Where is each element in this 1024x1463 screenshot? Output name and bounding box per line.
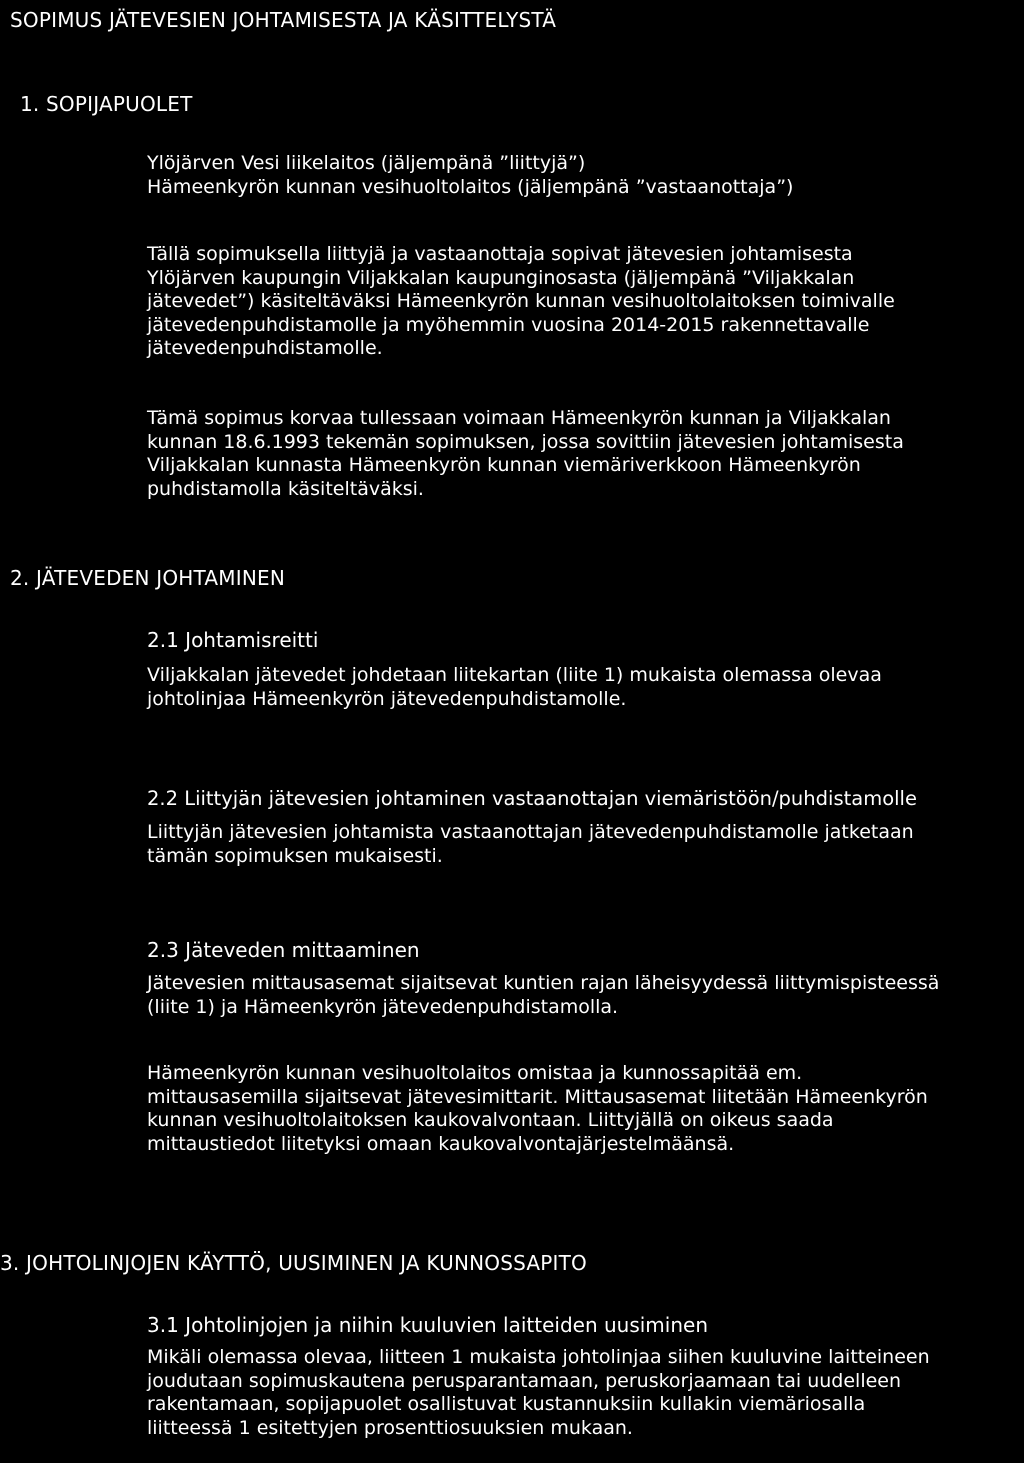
section-3-heading: 3. JOHTOLINJOJEN KÄYTTÖ, UUSIMINEN JA KUNNOSSAPITO [0,1251,587,1275]
subsection-2-3-paragraph-2 [147,1062,928,1156]
paragraph-line: Jätevesien mittausasemat sijaitsevat kuntien rajan läheisyydessä liittymispisteessä [147,972,940,994]
paragraph-line: Ylöjärven kaupungin Viljakkalan kaupunginosasta (jäljempänä ”Viljakkalan [147,266,855,289]
subsection-3-1-paragraph [147,1346,930,1440]
section-1-paragraph-1 [147,152,793,199]
section-1-paragraph-2 [147,243,895,361]
document-title: SOPIMUS JÄTEVESIEN JOHTAMISESTA JA KÄSITTELYSTÄ [10,8,557,32]
paragraph-line: Hämeenkyrön kunnan vesihuoltolaitos (jäljempänä ”vastaanottaja”) [147,175,794,198]
section-1-heading: 1. SOPIJAPUOLET [20,92,193,116]
subsection-2-3-paragraph-1 [147,972,939,1019]
paragraph-line: (liite 1) ja Hämeenkyrön jätevedenpuhdistamolla. [147,995,619,1018]
section-1-paragraph-3 [147,407,904,501]
paragraph-line: rakentamaan, sopijapuolet osallistuvat kustannuksiin kullakin viemäriosalla [147,1393,866,1415]
paragraph-line: liitteessä 1 esitettyjen prosenttiosuuksien mukaan. [147,1416,633,1439]
paragraph-line: jätevedenpuhdistamolle ja myöhemmin vuosina 2014-2015 rakennettavalle [147,313,870,336]
subsection-2-2-paragraph [147,821,914,868]
paragraph-line: joudutaan sopimuskautena perusparantamaan, peruskorjaamaan tai uudelleen [147,1369,902,1392]
paragraph-line: jätevedenpuhdistamolle. [147,337,383,359]
subsection-2-1-heading: 2.1 Johtamisreitti [147,628,319,652]
paragraph-line: tämän sopimuksen mukaisesti. [147,844,443,867]
subsection-2-1-paragraph [147,664,882,711]
paragraph-line: puhdistamolla käsiteltäväksi. [147,477,424,500]
paragraph-line: jätevedet”) käsiteltäväksi Hämeenkyrön kunnan vesihuoltolaitoksen toimivalle [147,290,895,312]
paragraph-line: Viljakkalan jätevedet johdetaan liitekartan (liite 1) mukaista olemassa olevaa [147,664,882,686]
paragraph-line: Hämeenkyrön kunnan vesihuoltolaitos omistaa ja kunnossapitää em. [147,1062,803,1084]
paragraph-line: Ylöjärven Vesi liikelaitos (jäljempänä ”liittyjä”) [147,152,586,174]
paragraph-line: Viljakkalan kunnasta Hämeenkyrön kunnan viemäriverkkoon Hämeenkyrön [147,454,861,476]
paragraph-line: mittaustiedot liitetyksi omaan kaukovalvontajärjestelmäänsä. [147,1132,735,1155]
paragraph-line: Mikäli olemassa olevaa, liitteen 1 mukaista johtolinjaa siihen kuuluvine laitteineen [147,1346,930,1368]
subsection-2-3-heading: 2.3 Jäteveden mittaaminen [147,938,420,962]
paragraph-line: Tällä sopimuksella liittyjä ja vastaanottaja sopivat jätevesien johtamisesta [147,243,853,265]
paragraph-line: johtolinjaa Hämeenkyrön jätevedenpuhdistamolle. [147,687,627,710]
section-2-heading: 2. JÄTEVEDEN JOHTAMINEN [10,566,285,590]
subsection-2-2-heading: 2.2 Liittyjän jätevesien johtaminen vastaanottajan viemäristöön/puhdistamolle [147,787,917,810]
paragraph-line: mittausasemilla sijaitsevat jätevesimittarit. Mittausasemat liitetään Hämeenkyrön [147,1085,928,1108]
paragraph-line: Liittyjän jätevesien johtamista vastaanottajan jätevedenpuhdistamolle jatketaan [147,821,914,843]
paragraph-line: kunnan vesihuoltolaitoksen kaukovalvontaan. Liittyjällä on oikeus saada [147,1109,834,1131]
subsection-3-1-heading: 3.1 Johtolinjojen ja niihin kuuluvien laitteiden uusiminen [147,1313,709,1337]
paragraph-line: Tämä sopimus korvaa tullessaan voimaan Hämeenkyrön kunnan ja Viljakkalan [147,407,891,429]
paragraph-line: kunnan 18.6.1993 tekemän sopimuksen, jossa sovittiin jätevesien johtamisesta [147,430,904,453]
